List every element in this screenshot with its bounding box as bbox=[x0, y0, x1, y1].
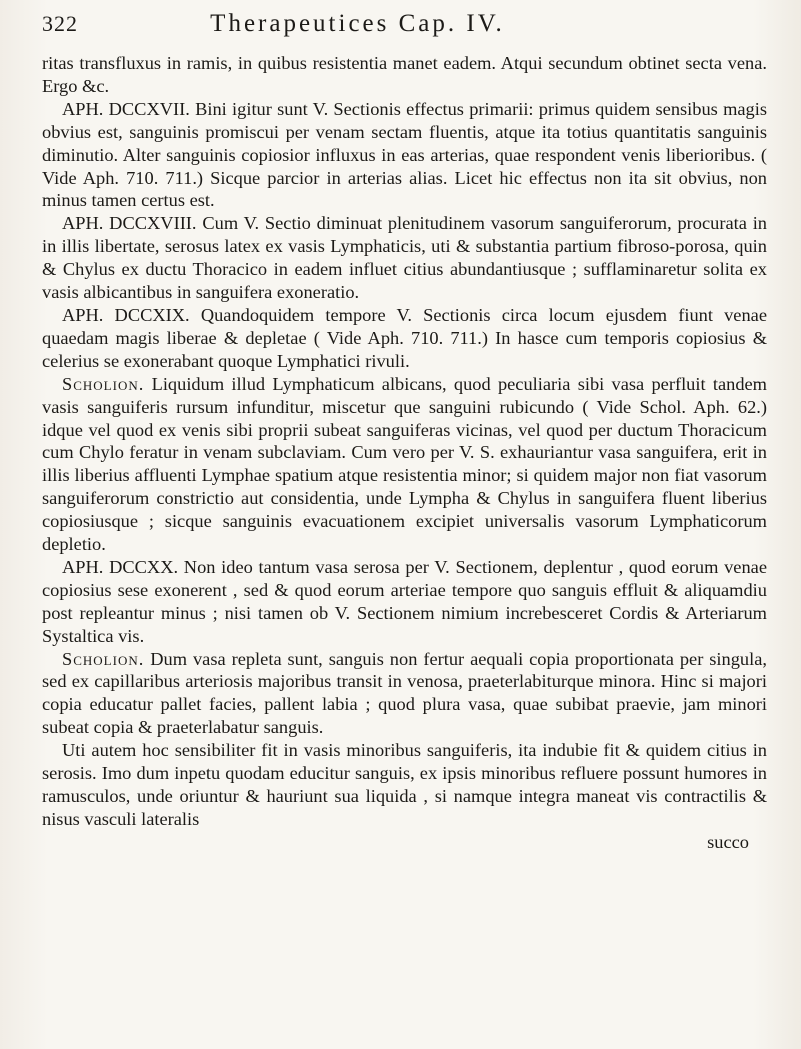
catchword: succo bbox=[707, 831, 749, 852]
paragraph-text: Cum V. Sectio diminuat plenitudinem vasorum sanguiferorum, procurata in in illis libertate, serosus latex ex vasis Lymphaticis, uti & substantia partium fibroso-porosa, quin & Chylus ex ductu Thoracico in eadem influet citius abundantiusque ; sufflaminaretur solita ex vasis albicantibus in sanguifera exoneratio. bbox=[42, 213, 768, 303]
paragraph-final bbox=[42, 739, 767, 831]
aphorism-label: APH. DCCXVIII. bbox=[62, 213, 197, 234]
scholion-label: Scholion. bbox=[62, 373, 145, 394]
aphorism-label: APH. DCCXIX. bbox=[62, 304, 190, 325]
aphorism-label: APH. DCCXVII. bbox=[62, 98, 190, 119]
aphorism-717 bbox=[42, 98, 767, 213]
paragraph-continuation bbox=[42, 52, 767, 98]
aphorism-label: APH. DCCXX. bbox=[62, 556, 179, 577]
paragraph-text: Non ideo tantum vasa serosa per V. Sectionem, deplentur , quod eorum venae copiosius sese exonerent , sed & quod eorum arteriae tempore quo sanguis effluit & aliquamdiu post repleantur minus ; nisi tamen ob V. Sectionem nimium increbesceret Cordis & Arteriarum Systaltica vis. bbox=[42, 556, 767, 646]
paragraph-text: Bini igitur sunt V. Sectionis effectus primarii: primus quidem sensibus magis obvius est, sanguinis promiscui per venam sectam fluentis, atque ita totius quantitatis sanguinis diminutio. Alter sanguinis copiosior influxus in eas arterias, quae respondent venis liberioribus. ( Vide Aph. 710. 711.) Sicque parcior in arterias alias. Licet hic effectus non ita sit obvius, non minus tamen certus est. bbox=[42, 98, 767, 211]
body-text bbox=[42, 52, 767, 854]
paragraph-text: ritas transfluxus in ramis, in quibus resistentia manet eadem. Atqui secundum obtinet secta vena. Ergo &c. bbox=[42, 53, 767, 96]
paragraph-text: Dum vasa repleta sunt, sanguis non fertur aequali copia proportionata per singula, sed ex capillaribus arteriosis majoribus transit in venosa, praeterlabiturque minora. Hinc si majori copia educatur pallet facies, pallent labia ; quod plura vasa, quae subibat praevie, jam minori subeat copia & praeterlabatur sanguis. bbox=[42, 648, 767, 738]
paragraph-text: Liquidum illud Lymphaticum albicans, quod peculiaria sibi vasa perfluit tandem vasis sanguiferis rursum infunditur, miscetur que sanguini rubicundo ( Vide Schol. Aph. 62.) idque vel quod ex venis sibi proprii subeat sanguiferas vicinas, vel quod per ductum Thoracicum cum Chylo feratur in venam subclaviam. Cum vero per V. S. exhauriantur vasa sanguifera, erit in illis liberius affluenti Lymphae spatium atque resistentia minor; si quidem major non fiat vasorum sanguiferorum constrictio aut considentia, unde Lympha & Chylus in sanguifera fluent liberius copiosiusque ; sicque sanguinis evacuationem excipiet universalis vasorum Lymphaticorum depletio. bbox=[42, 373, 767, 555]
aphorism-719 bbox=[42, 304, 767, 373]
page-header bbox=[42, 0, 767, 52]
paragraph-text: Uti autem hoc sensibiliter fit in vasis minoribus sanguiferis, ita indubie fit & quidem citius in serosis. Imo dum inpetu quodam educitur sanguis, ex ipsis minoribus refluere possunt humores in ramusculos, unde oriuntur & hauriunt sua liquida , si namque integra maneat vis contractilis & nisus vasculi lateralis bbox=[42, 740, 767, 829]
scholion-1 bbox=[42, 373, 767, 556]
page-number: 322 bbox=[42, 11, 78, 36]
aphorism-720 bbox=[42, 556, 767, 648]
scholion-label: Scholion. bbox=[62, 648, 145, 669]
scholion-2 bbox=[42, 648, 767, 740]
running-head: Therapeutices Cap. IV. bbox=[210, 10, 505, 37]
paragraph-text: Quandoquidem tempore V. Sectionis circa locum ejusdem fiunt venae quaedam magis liberae & depletae ( Vide Aph. 710. 711.) In hasce cum temporis copiosius & celerius se exonerabant quoque Lymphatici rivuli. bbox=[42, 304, 767, 371]
aphorism-718 bbox=[42, 212, 767, 304]
